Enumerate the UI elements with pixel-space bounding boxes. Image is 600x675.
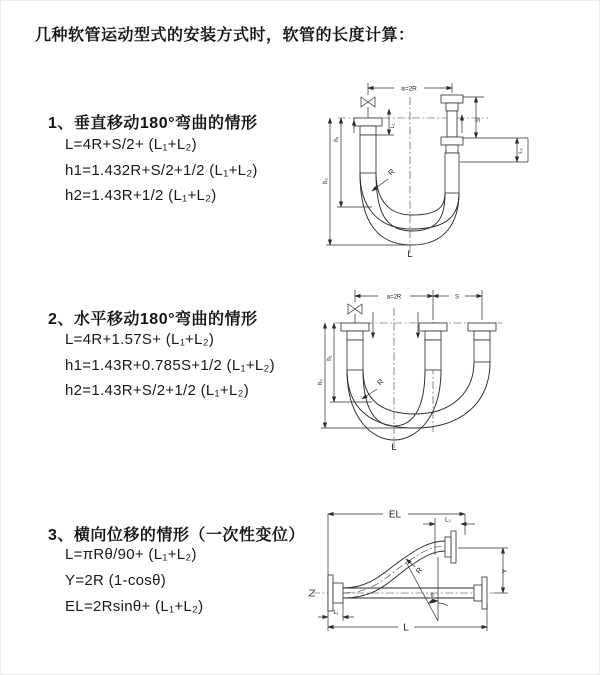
formula-line: h1=1.432R+S/2+1/2 (L₁+L₂) [65,162,258,179]
left-flange [328,575,343,611]
formula-line: h2=1.43R+1/2 (L₁+L₂) [65,187,217,204]
middle-fitting [419,323,447,370]
dim-label-a2r: a=2R [401,85,417,93]
radius-label: R [375,376,386,388]
page-title: 几种软管运动型式的安装方式时，软管的长度计算： [35,27,415,44]
left-fitting [354,118,382,173]
section-3-heading: 3、横向位移的情形（一次性变位） [48,527,305,544]
dim-label-l1: L₁ [333,610,339,616]
formula-line: L=4R+1.57S+ (L₁+L₂) [65,331,215,348]
dim-label-l2: L₂ [445,517,451,524]
theta-label: θ [430,593,434,599]
valve-icon [361,97,375,118]
angle-construction [406,557,448,621]
curved-hose [343,541,445,598]
dim-label-s: S [454,294,460,301]
formula-line: L=4R+S/2+ (L₁+L₂) [65,136,197,153]
formula-line: h1=1.43R+0.785S+1/2 (L₁+L₂) [65,357,275,374]
dim-label-l2: L₂ [518,148,524,154]
dim-label-s: S [475,117,482,123]
length-label: L [407,249,413,260]
formula-line: h2=1.43R+S/2+1/2 (L₁+L₂) [65,382,250,399]
dim-label-h1: h₁ [334,136,340,142]
right-flange [474,577,487,609]
raised-flange [445,531,456,563]
diagram-3-lateral-displacement [298,505,590,663]
dim-label-l1: L₁ [390,123,396,129]
dim-label-h1: h₁ [327,355,333,361]
formula-line: Y=2R (1-cosθ) [65,572,167,589]
diagram-2-horizontal-movement [310,282,595,454]
right-fitting [468,323,496,362]
length-label: L [403,622,409,634]
hose-curves [360,173,459,245]
diagram-1-vertical-movement [310,75,600,260]
dim-label-h2: h₂ [323,178,329,184]
dim-label-el: EL [388,509,402,521]
radius-label: R [413,565,425,576]
dim-label-h2: h₂ [318,379,324,385]
section-1-heading: 1、垂直移动180°弯曲的情形 [48,115,258,132]
dim-label-a2r: a=2R [386,294,402,301]
right-fitting [441,95,463,193]
formula-line: EL=2Rsinθ+ (L₁+L₂) [65,598,204,615]
length-label: L [391,442,397,453]
formula-line: L=πRθ/90+ (L₁+L₂) [65,546,197,563]
valve-icon [348,304,362,323]
left-fitting [341,323,369,370]
radius-label: R [386,166,397,178]
dim-label-y: Y [502,568,509,574]
section-2-heading: 2、水平移动180°弯曲的情形 [48,311,258,328]
